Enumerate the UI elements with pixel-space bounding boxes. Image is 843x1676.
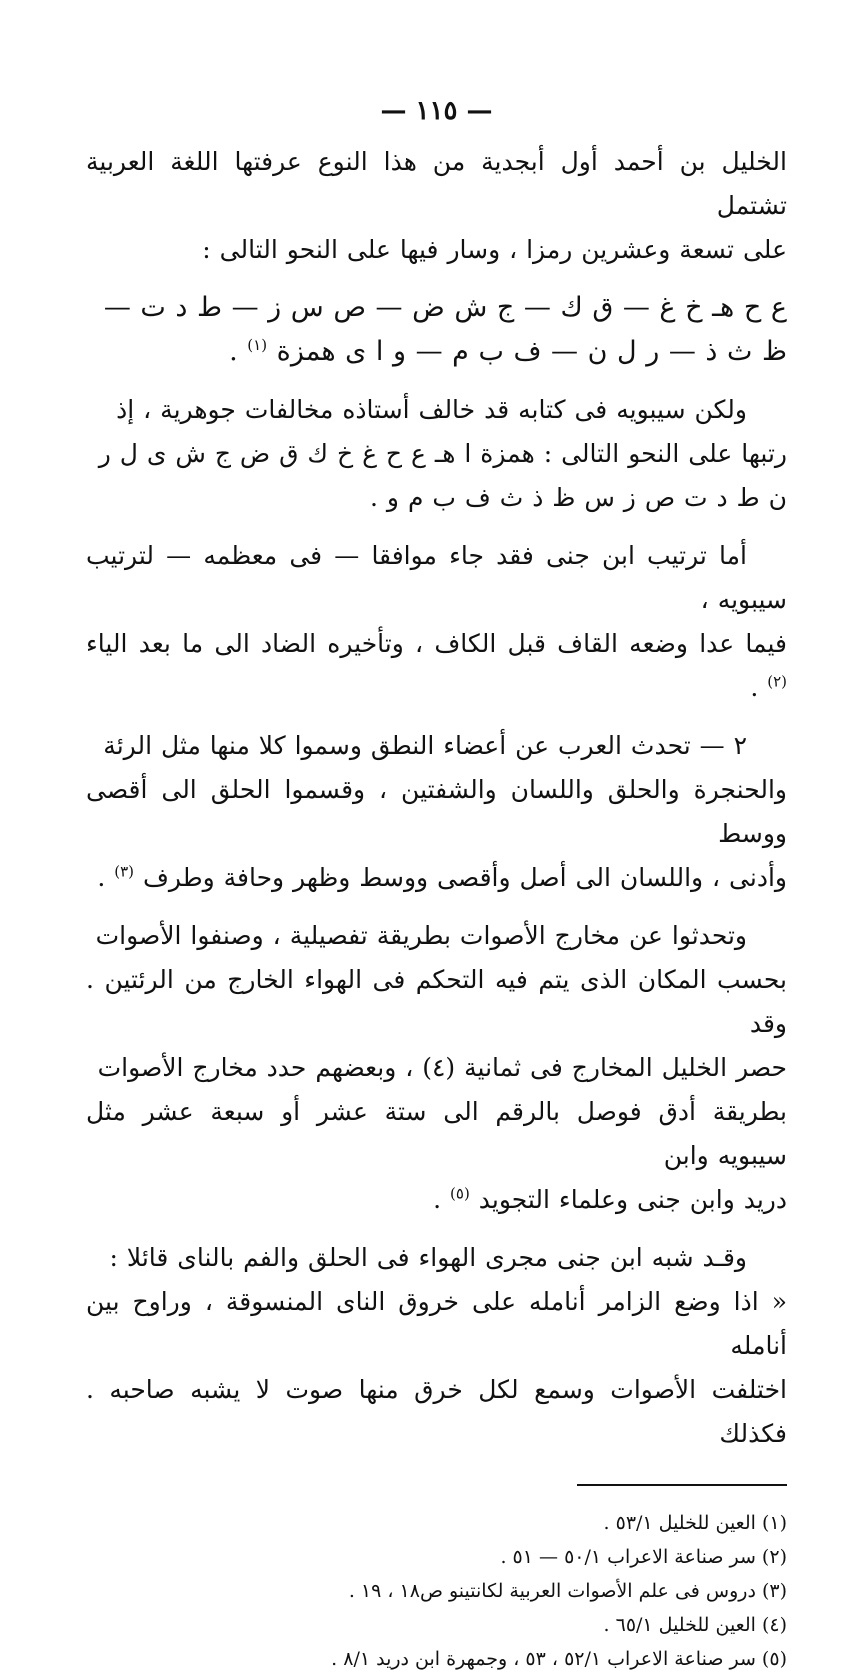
- text-line: وأدنى ، واللسان الى أصل وأقصى ووسط وظهر وحافة وطرف $^{(٣)}$ .: [97, 862, 787, 892]
- text-line: والحنجرة والحلق واللسان والشفتين ، وقسموا الحلق الى أقصى ووسط: [86, 775, 787, 848]
- text-line: بحسب المكان الذى يتم فيه التحكم فى الهواء الخارج من الرئتين . وقد: [86, 965, 787, 1038]
- text-line: حصر الخليل المخارج فى ثمانية (٤) ، وبعضهم حدد مخارج الأصوات: [97, 1053, 787, 1082]
- text-line: على تسعة وعشرين رمزا ، وسار فيها على النحو التالى :: [202, 235, 787, 264]
- text-line: بطريقة أدق فوصل بالرقم الى ستة عشر أو سبعة عشر مثل سيبويه وابن: [86, 1097, 787, 1170]
- footnote: (٥) سر صناعة الاعراب ٥٢/١ ، ٥٣ ، وجمهرة ابن دريد ٨/١ .: [331, 1648, 787, 1670]
- text-line: أما ترتيب ابن جنى فقد جاء موافقا — فى معظمه — لترتيب سيبويه ،: [86, 541, 787, 614]
- footnote: (٢) سر صناعة الاعراب ٥٠/١ — ٥١ .: [500, 1546, 787, 1568]
- paragraph-flute: [86, 1236, 787, 1456]
- text-line: وتحدثوا عن مخارج الأصوات بطريقة تفصيلية ، وصنفوا الأصوات: [95, 921, 747, 950]
- paragraph-organs: [86, 724, 787, 900]
- footnotes-list: [86, 1506, 787, 1676]
- text-line: الخليل بن أحمد أول أبجدية من هذا النوع عرفتها اللغة العربية تشتمل: [86, 147, 787, 220]
- paragraph-articulation: [86, 914, 787, 1222]
- footnote-divider: [577, 1484, 787, 1486]
- footnote-ref: (٣): [114, 862, 135, 881]
- page-number: — ١١٥ —: [380, 96, 493, 126]
- text-line: رتبها على النحو التالى : همزة ا هـ ع ح غ خ ك ق ض ج ش ى ل ر: [98, 439, 787, 468]
- paragraph-intro: [86, 140, 787, 272]
- text-line: ٢ — تحدث العرب عن أعضاء النطق وسموا كلا منها مثل الرئة: [103, 731, 747, 760]
- text-line: دريد وابن جنى وعلماء التجويد $^{(٥)}$ .: [433, 1184, 787, 1214]
- text-line: ظ ث ذ — ر ل ن — ف ب م — و ا ى همزة $^{(١)}$ .: [229, 336, 787, 367]
- footnote: (٤) العين للخليل ٦٥/١ .: [603, 1614, 787, 1636]
- footnote-ref: (٢): [767, 672, 787, 691]
- text-line: ولكن سيبويه فى كتابه قد خالف أستاذه مخالفات جوهرية ، إذ: [116, 395, 747, 424]
- footnote: (٣) دروس فى علم الأصوات العربية لكانتينو ص١٨ ، ١٩ .: [348, 1580, 787, 1602]
- footnote: (١) العين للخليل ٥٣/١ .: [603, 1512, 787, 1534]
- text-line: وقـد شبه ابن جنى مجرى الهواء فى الحلق والفم بالناى قائلا :: [109, 1243, 747, 1272]
- text-line: فيما عدا وضعه القاف قبل الكاف ، وتأخيره الضاد الى ما بعد الياء $^{(٢)}$ .: [86, 629, 787, 702]
- paragraph-khalil-order: [86, 286, 787, 374]
- paragraph-ibn-jinni-order: [86, 534, 787, 710]
- text-line: « اذا وضع الزامر أنامله على خروق الناى المنسوقة ، وراوح بين أنامله: [86, 1287, 787, 1360]
- text-line: ع ح هـ خ غ — ق ك — ج ش ض — ص س ز — ط د ت —: [103, 292, 787, 323]
- text-line: اختلفت الأصوات وسمع لكل خرق منها صوت لا يشبه صاحبه . فكذلك: [86, 1375, 787, 1448]
- footnote-ref: (٥): [450, 1184, 470, 1203]
- footnote-ref: (١): [247, 336, 268, 354]
- paragraph-sibawayh: [86, 388, 787, 520]
- text-line: ن ط د ت ص ز س ظ ذ ث ف ب م و .: [370, 483, 787, 512]
